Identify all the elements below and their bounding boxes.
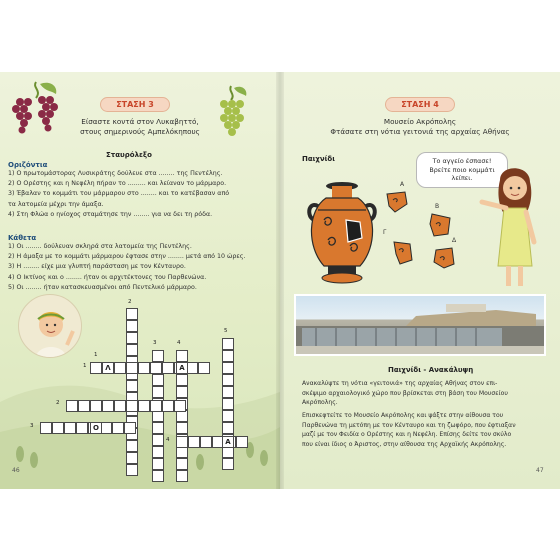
crossword-cell[interactable]: [126, 320, 138, 332]
crossword-cell[interactable]: [222, 422, 234, 434]
discovery-paragraph: [302, 379, 552, 408]
crossword-cell[interactable]: [124, 422, 136, 434]
clue: 2) Η άμαξα με το κομμάτι μάρμαρου έφτασε στην ........ μετά από 10 ώρες.: [8, 253, 246, 261]
crossword-cell[interactable]: [138, 362, 150, 374]
clue: 3) Η ........ είχε μια γλυπτή παράσταση με τον Κένταυρο.: [8, 263, 186, 271]
crossword-cell[interactable]: [126, 380, 138, 392]
crossword-cell[interactable]: [174, 400, 186, 412]
clue: 3) Έβαλαν το κομμάτι του μάρμαρου στο ........ και το κατέβασαν από: [8, 190, 230, 198]
crossword-cell[interactable]: [126, 344, 138, 356]
piece-label: Γ: [383, 229, 387, 236]
crossword-cell[interactable]: [114, 400, 126, 412]
intro-line: Είσαστε κοντά στον Λυκαβηττό,: [81, 117, 199, 126]
crossword-cell[interactable]: [150, 362, 162, 374]
piece-label: Β: [435, 203, 440, 210]
crossword-cell[interactable]: [52, 422, 64, 434]
piece-d-icon[interactable]: [432, 246, 456, 270]
crossword-cell[interactable]: [150, 400, 162, 412]
left-page: [0, 72, 280, 489]
crossword-cell[interactable]: [222, 386, 234, 398]
boy-avatar: [18, 294, 82, 358]
paragraph-line: Παρθενώνα τη μετόπη με τον Κένταυρο και τη ζωφόρο, που έφτιαξαν: [302, 421, 516, 429]
page-number: 47: [536, 467, 544, 474]
crossword-given-letter: Α: [176, 362, 188, 374]
crossword-cell[interactable]: [126, 332, 138, 344]
crossword-cell[interactable]: [126, 452, 138, 464]
visit-paragraph: [302, 411, 552, 449]
crossword-cell[interactable]: [126, 308, 138, 320]
acropolis-museum-photo: [294, 294, 546, 356]
crossword-cell[interactable]: [152, 458, 164, 470]
crossword-given-letter: Λ: [102, 362, 114, 374]
crossword-cell[interactable]: [200, 436, 212, 448]
crossword-number: 1: [83, 363, 87, 369]
piece-b-icon[interactable]: [428, 212, 452, 238]
crossword-cell[interactable]: [112, 422, 124, 434]
crossword-cell[interactable]: [126, 464, 138, 476]
girl-character: [478, 162, 550, 290]
discovery-title: Παιχνίδι - Ανακάλυψη: [388, 366, 474, 374]
crossword-cell[interactable]: [222, 374, 234, 386]
speech-line: λείπει.: [451, 174, 473, 182]
crossword-cell[interactable]: [114, 362, 126, 374]
crossword-cell[interactable]: [66, 400, 78, 412]
crossword-cell[interactable]: [102, 400, 114, 412]
crossword-cell[interactable]: [222, 410, 234, 422]
across-clues: [8, 169, 276, 220]
crossword-number: 2: [56, 400, 60, 406]
crossword-cell[interactable]: [176, 386, 188, 398]
crossword-cell[interactable]: [176, 350, 188, 362]
intro-line: Μουσείο Ακρόπολης: [383, 117, 457, 126]
crossword-cell[interactable]: [198, 362, 210, 374]
crossword-cell[interactable]: [152, 374, 164, 386]
down-clues: [8, 242, 276, 293]
clue: 5) Οι ........ ήταν κατασκευασμένοι από Πεντελικό μάρμαρο.: [8, 283, 197, 291]
grapes-icon: [6, 78, 66, 148]
crossword-cell[interactable]: [126, 400, 138, 412]
crossword-cell[interactable]: [222, 338, 234, 350]
crossword-cell[interactable]: [222, 350, 234, 362]
crossword-number: 3: [30, 423, 34, 429]
crossword-cell[interactable]: [176, 458, 188, 470]
piece-label: Δ: [452, 237, 457, 244]
piece-a-icon[interactable]: [385, 190, 409, 214]
crossword-number: 1: [94, 352, 98, 358]
paragraph-line: Επισκεφτείτε το Μουσείο Ακρόπολης και ψάξτε στην αίθουσα του: [302, 412, 504, 419]
crossword-cell[interactable]: [162, 362, 174, 374]
crossword-number: 4: [177, 340, 181, 346]
crossword-number: 5: [224, 328, 228, 334]
crossword-cell[interactable]: [152, 434, 164, 446]
stop-3-badge: ΣΤΑΣΗ 3: [100, 97, 170, 112]
game-title: Παιχνίδι: [302, 155, 335, 163]
crossword-cell[interactable]: [152, 386, 164, 398]
crossword-cell[interactable]: [152, 422, 164, 434]
book-gutter: [276, 72, 284, 489]
crossword-cell[interactable]: [76, 422, 88, 434]
clue: 4) Ο Ικτίνος και ο ........ ήταν οι αρχιτέκτονες του Παρθενώνα.: [8, 273, 207, 281]
clue: 1) Ο πρωτομάστορας Λυσικράτης δούλευε στα ........ της Πεντέλης.: [8, 170, 223, 177]
speech-line: Το αγγείο έσπασε!: [432, 157, 492, 165]
crossword-cell[interactable]: [188, 436, 200, 448]
crossword-cell[interactable]: [126, 362, 138, 374]
broken-vase-illustration: [302, 180, 382, 284]
crossword-cell[interactable]: [162, 400, 174, 412]
crossword-number: 2: [128, 299, 132, 305]
crossword-cell[interactable]: [236, 436, 248, 448]
paragraph-line: σκέψιμο αρχαιολογικό χώρο που βρίσκεται στη βάση του Μουσείου: [302, 389, 508, 397]
paragraph-line: Ακρόπολης.: [302, 399, 338, 407]
crossword-cell[interactable]: [222, 362, 234, 374]
crossword-cell[interactable]: [40, 422, 52, 434]
crossword-given-letter: Α: [222, 436, 234, 448]
crossword-cell[interactable]: [78, 400, 90, 412]
page-number: 46: [12, 467, 20, 474]
paragraph-line: μαζί με τον Φειδία ο Ορέστης και η Νεφέλη. Επίσης δείτε τον σκύλο: [302, 431, 512, 439]
crossword-cell[interactable]: [90, 362, 102, 374]
crossword-cell[interactable]: [152, 446, 164, 458]
clue: 1) Οι ........ δούλευαν σκληρά στα λατομεία της Πεντέλης.: [8, 243, 192, 250]
crossword-title: Σταυρόλεξο: [106, 151, 152, 159]
stop-3-intro: [60, 117, 220, 136]
crossword-given-letter: Ο: [90, 422, 102, 434]
clue: 4) Στη Φλώα ο ηνίοχος σταμάτησε την ........ για να δει τη ρόδα.: [8, 210, 213, 218]
intro-line: Φτάσατε στη νότια γειτονιά της αρχαίας Αθήνας: [330, 126, 510, 136]
clue: 2) Ο Ορέστης και η Νεφέλη πήραν το ......... και λείαναν το μάρμαρο.: [8, 180, 227, 188]
piece-label: Α: [400, 181, 405, 188]
intro-line: στους σημερινούς Αμπελόκηπους: [80, 126, 200, 136]
crossword-cell[interactable]: [176, 436, 188, 448]
right-page: [280, 72, 560, 489]
crossword-cell[interactable]: [152, 470, 164, 482]
down-heading: Κάθετα: [8, 234, 37, 242]
clue: τα λατομεία μέχρι την άμαξα.: [8, 200, 104, 208]
crossword-cell[interactable]: [176, 374, 188, 386]
crossword-cell[interactable]: [90, 400, 102, 412]
speech-line: Βρείτε ποιο κομμάτι: [429, 165, 495, 174]
crossword-cell[interactable]: [126, 440, 138, 452]
stop-4-intro: [310, 117, 530, 136]
crossword-cell[interactable]: [64, 422, 76, 434]
crossword-number: 3: [153, 340, 157, 346]
crossword-number: 4: [166, 437, 170, 443]
crossword-cell[interactable]: [176, 422, 188, 434]
paragraph-line: που είναι ίδιος ο Άριστος, στην αίθουσα της Αρχαϊκής Ακρόπολης.: [302, 440, 507, 448]
piece-c-icon[interactable]: [392, 240, 414, 266]
across-heading: Οριζόντια: [8, 161, 48, 169]
stop-4-badge: ΣΤΑΣΗ 4: [385, 97, 455, 112]
crossword-cell[interactable]: [222, 458, 234, 470]
paragraph-line: Ανακαλύψτε τη νότια «γειτονιά» της αρχαίας Αθήνας στον επι-: [302, 380, 498, 387]
crossword-cell[interactable]: [176, 470, 188, 482]
crossword-cell[interactable]: [138, 400, 150, 412]
crossword-cell[interactable]: [152, 350, 164, 362]
crossword-cell[interactable]: [222, 398, 234, 410]
